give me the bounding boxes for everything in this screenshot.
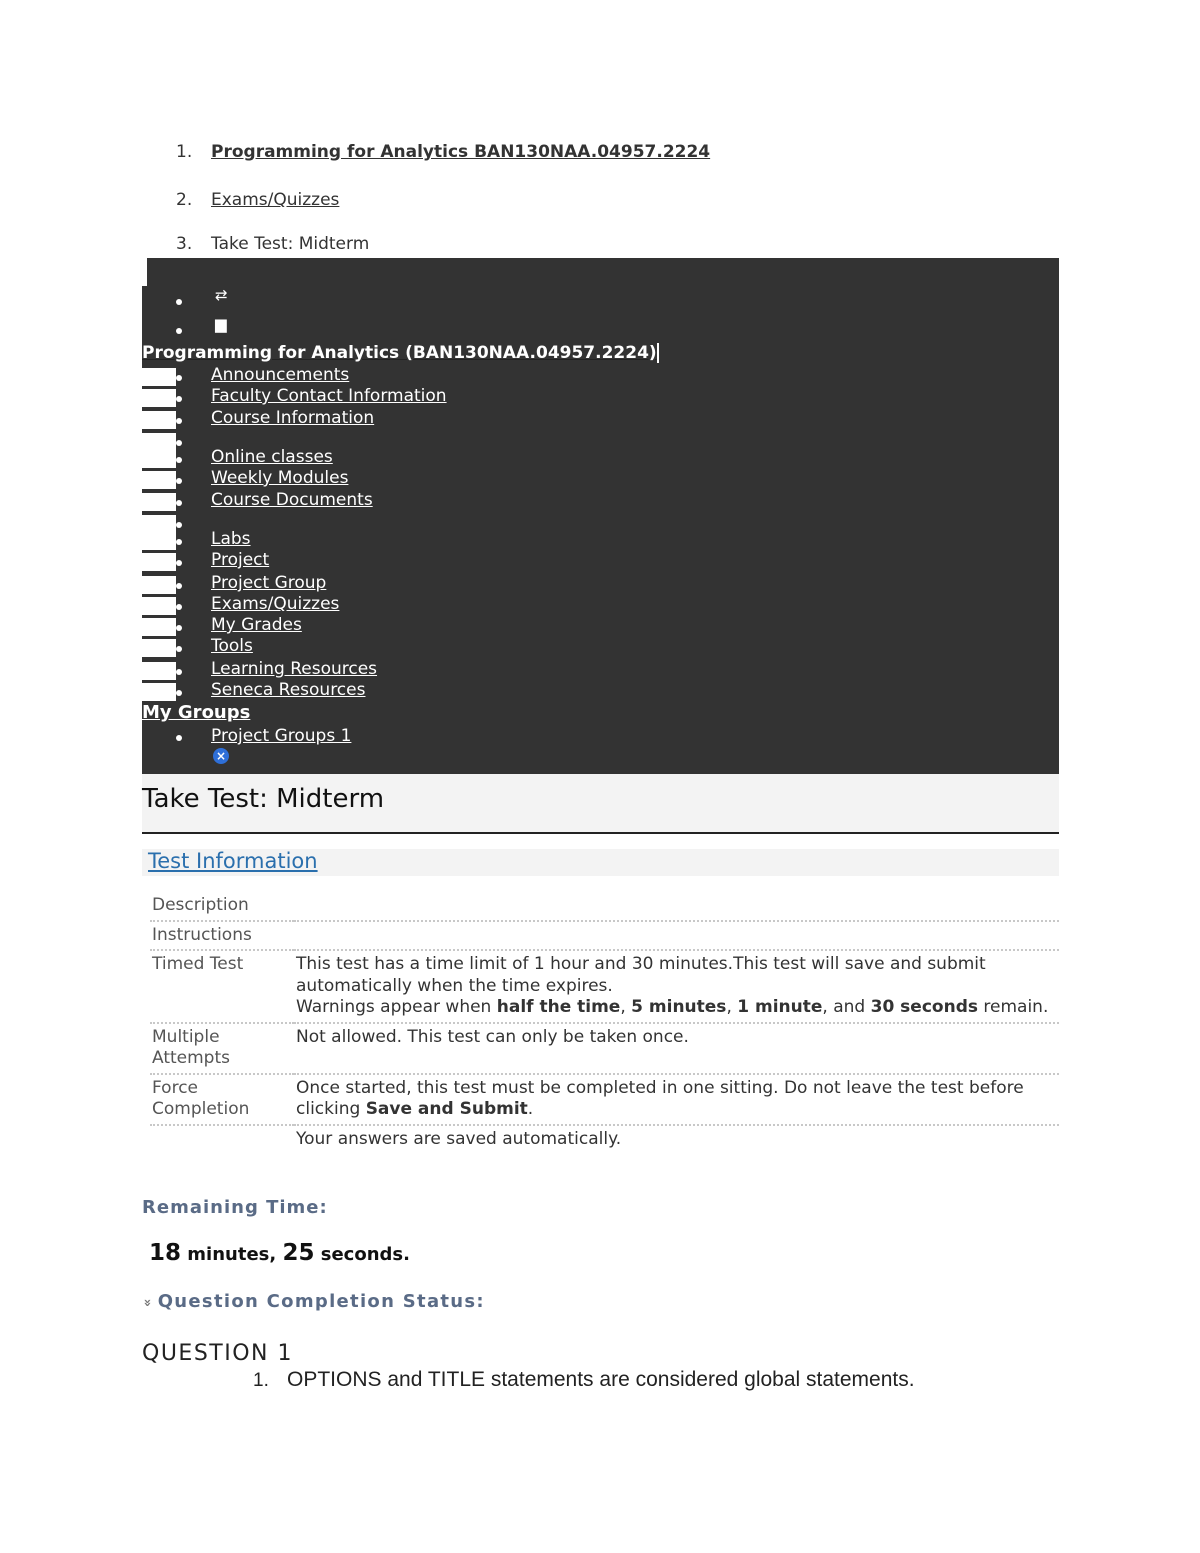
list-bullet <box>176 522 182 528</box>
table-row <box>150 1023 1059 1074</box>
row-label: Description <box>150 892 294 921</box>
table-row <box>150 1125 1059 1154</box>
timed-bold: 30 seconds <box>870 997 978 1017</box>
row-value <box>294 950 1059 1023</box>
list-bullet <box>176 583 182 589</box>
refresh-icon[interactable]: ⇄ <box>215 286 228 304</box>
page-title-bar <box>142 774 1059 834</box>
list-bullet <box>176 669 182 675</box>
timed-warning-text: Warnings appear when <box>296 997 497 1017</box>
list-bullet <box>176 690 182 696</box>
menu-row-tab <box>142 493 176 511</box>
list-bullet <box>176 328 182 334</box>
timed-end: remain. <box>977 997 1049 1017</box>
menu-item-project[interactable]: Project <box>211 550 270 570</box>
breadcrumb <box>176 142 710 254</box>
question-text <box>253 1368 915 1392</box>
list-bullet <box>176 418 182 424</box>
breadcrumb-number: 3. <box>176 234 193 254</box>
test-info-link[interactable]: Test Information <box>148 849 318 873</box>
menu-item-labs[interactable]: Labs <box>211 529 251 549</box>
row-label: Multiple Attempts <box>150 1023 294 1074</box>
menu-row-tab <box>142 576 176 594</box>
row-value <box>294 1074 1059 1125</box>
chevron-down-icon: » <box>139 1298 155 1309</box>
remaining-seconds: 25 <box>282 1240 315 1266</box>
row-value: Your answers are saved automatically. <box>296 1128 622 1149</box>
menu-item-online-classes[interactable]: Online classes <box>211 447 333 467</box>
row-value <box>294 921 1059 951</box>
table-row <box>150 950 1059 1023</box>
breadcrumb-number: 1. <box>176 142 193 162</box>
timed-sep: , and <box>822 997 871 1017</box>
menu-row-tab <box>142 515 176 533</box>
breadcrumb-number: 2. <box>176 190 193 210</box>
table-row <box>150 1074 1059 1125</box>
table-row <box>150 892 1059 921</box>
force-text: Once started, this test must be completed in one sitting. Do not leave the test before clicking <box>296 1077 1024 1119</box>
question-heading: QUESTION 1 <box>142 1341 293 1366</box>
list-bullet <box>176 500 182 506</box>
force-end: . <box>527 1099 534 1119</box>
breadcrumb-link-course[interactable]: Programming for Analytics BAN130NAA.04957.2224 <box>211 142 711 162</box>
menu-row-tab <box>142 532 176 550</box>
list-bullet <box>176 375 182 381</box>
course-menu <box>142 258 1059 774</box>
breadcrumb-item <box>176 142 710 190</box>
menu-item-course-documents[interactable]: Course Documents <box>211 490 373 510</box>
menu-item-my-grades[interactable]: My Grades <box>211 615 302 635</box>
menu-row-tab <box>142 639 176 657</box>
table-row <box>150 921 1059 951</box>
menu-row-tab <box>142 553 176 571</box>
menu-item-tools[interactable]: Tools <box>211 636 253 656</box>
close-icon[interactable]: × <box>213 748 229 764</box>
menu-row-tab <box>142 411 176 429</box>
menu-row-tab <box>142 683 176 701</box>
timed-sep: , <box>620 997 632 1017</box>
list-bullet <box>176 440 182 446</box>
menu-row-tab <box>142 368 176 386</box>
list-bullet <box>176 457 182 463</box>
remaining-time-value <box>149 1240 410 1266</box>
list-bullet <box>176 604 182 610</box>
timed-sep: , <box>726 997 738 1017</box>
list-bullet <box>176 625 182 631</box>
list-bullet <box>176 396 182 402</box>
question-completion-status[interactable] <box>139 1291 485 1312</box>
timed-bold: 1 minute <box>737 997 823 1017</box>
menu-item-announcements[interactable]: Announcements <box>211 365 350 385</box>
list-bullet <box>176 735 182 741</box>
remaining-time-label: Remaining Time: <box>142 1197 328 1218</box>
page-title: Take Test: Midterm <box>142 784 385 814</box>
menu-item-weekly-modules[interactable]: Weekly Modules <box>211 468 349 488</box>
breadcrumb-current: Take Test: Midterm <box>211 234 370 254</box>
row-label: Force Completion <box>150 1074 294 1125</box>
menu-row-tab <box>142 433 176 451</box>
seconds-unit: seconds. <box>314 1244 410 1265</box>
list-bullet <box>176 539 182 545</box>
list-bullet <box>176 646 182 652</box>
list-bullet <box>176 299 182 305</box>
remaining-minutes: 18 <box>149 1240 182 1266</box>
menu-row-tab <box>142 597 176 615</box>
completion-status-label: Question Completion Status: <box>157 1291 485 1312</box>
breadcrumb-link-exams[interactable]: Exams/Quizzes <box>211 190 340 210</box>
timed-bold: 5 minutes <box>631 997 727 1017</box>
menu-item-project-group[interactable]: Project Group <box>211 573 327 593</box>
my-groups-title[interactable]: My Groups <box>142 702 251 723</box>
timed-text: This test has a time limit of 1 hour and 30 minutes.This test will save and submit automatically when the time expires. <box>296 954 986 996</box>
row-label: Instructions <box>150 921 294 951</box>
row-label: Timed Test <box>150 950 294 1023</box>
breadcrumb-item <box>176 190 710 234</box>
menu-item-learning-resources[interactable]: Learning Resources <box>211 659 378 679</box>
force-bold: Save and Submit <box>365 1099 528 1119</box>
list-bullet <box>176 560 182 566</box>
menu-item-seneca-resources[interactable]: Seneca Resources <box>211 680 366 700</box>
question-number: 1. <box>253 1370 269 1391</box>
menu-row-tab <box>142 662 176 680</box>
list-bullet <box>176 478 182 484</box>
row-value: Not allowed. This test can only be taken once. <box>294 1023 1059 1074</box>
window-icon[interactable]: ▆ <box>215 315 227 333</box>
menu-item-project-groups-1[interactable]: Project Groups 1 <box>211 726 352 746</box>
breadcrumb-item <box>176 234 710 254</box>
test-info-header <box>142 849 1059 876</box>
menu-item-exams-quizzes[interactable]: Exams/Quizzes <box>211 594 340 614</box>
menu-row-tab <box>142 471 176 489</box>
minutes-unit: minutes, <box>181 1244 283 1265</box>
timed-bold: half the time <box>496 997 621 1017</box>
menu-row-tab <box>142 450 176 468</box>
test-info-table <box>150 892 1059 1153</box>
question-body: OPTIONS and TITLE statements are considered global statements. <box>287 1368 915 1391</box>
course-menu-title[interactable]: Programming for Analytics (BAN130NAA.04957.2224) <box>142 343 657 363</box>
menu-notch <box>142 258 147 286</box>
menu-row-tab <box>142 618 176 636</box>
menu-row-tab <box>142 389 176 407</box>
row-label <box>150 1125 294 1154</box>
menu-item-faculty-contact-information[interactable]: Faculty Contact Information <box>211 386 447 406</box>
menu-item-course-information[interactable]: Course Information <box>211 408 375 428</box>
row-value <box>294 892 1059 921</box>
